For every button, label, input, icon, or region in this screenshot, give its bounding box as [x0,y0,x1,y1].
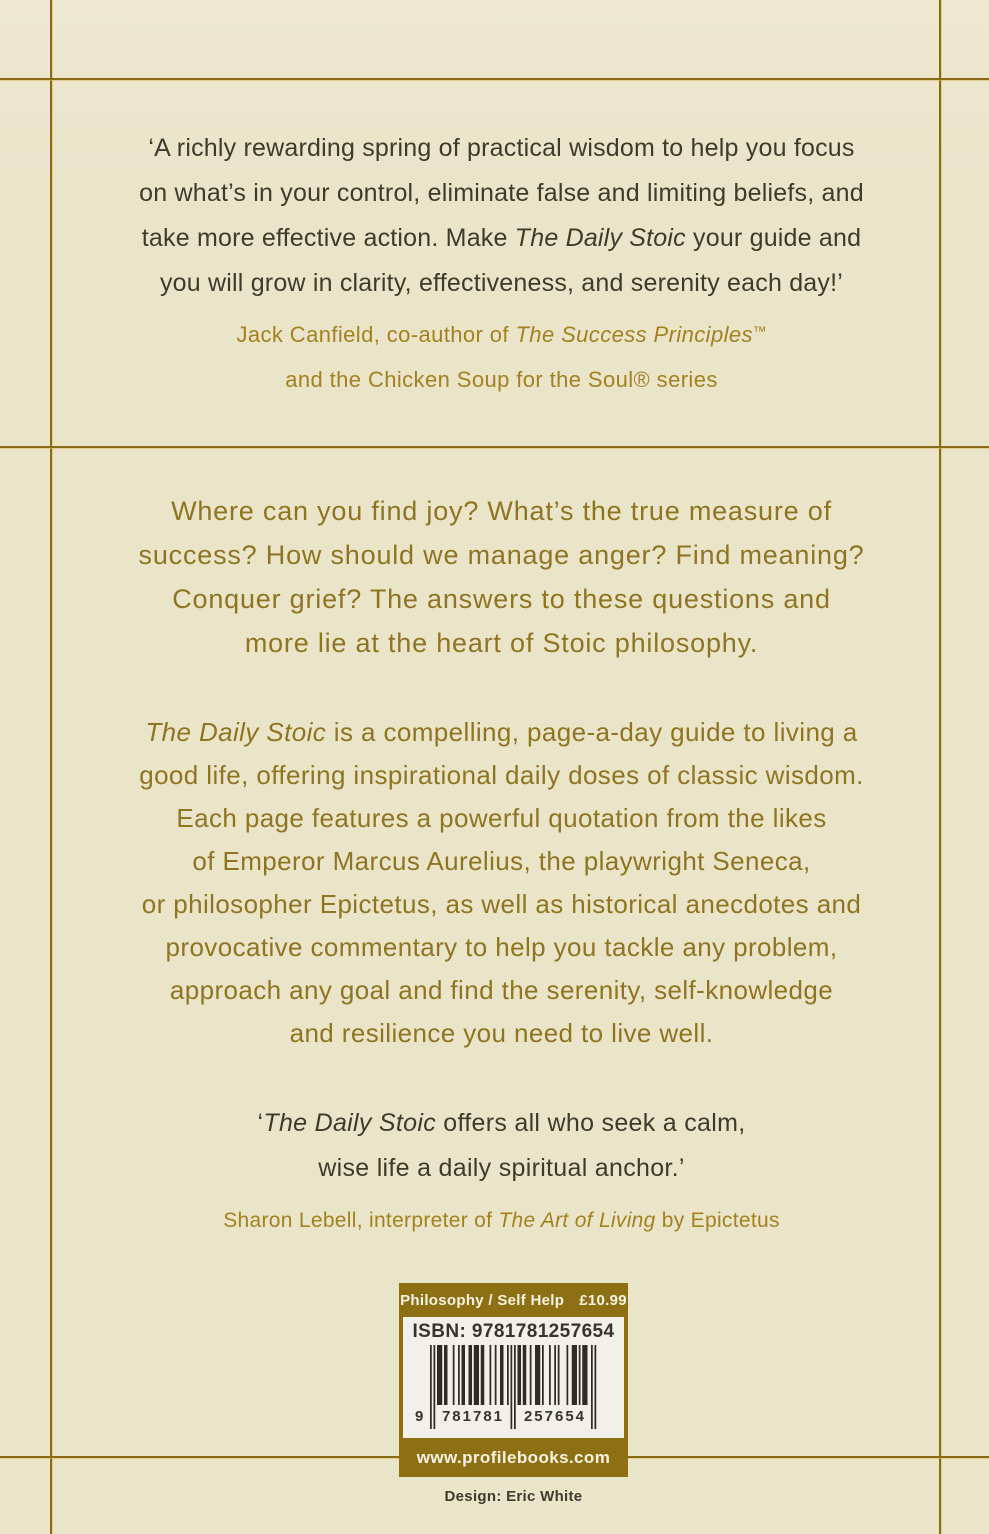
description-line: Each page features a powerful quotation from the likes [176,803,827,833]
endorsement-attribution-line: Jack Canfield, co-author of The Success Principles™ [236,322,767,348]
ean-digit-lead: 9 [415,1408,424,1425]
ean-digit-group1: 781781 [438,1407,508,1427]
description-line: good life, offering inspirational daily doses of classic wisdom. [139,760,864,790]
description-line: of Emperor Marcus Aurelius, the playwright Seneca, [192,846,811,876]
grid-line-horizontal-middle [0,446,989,448]
book-title-italic: The Daily Stoic [145,717,327,747]
second-quote-line: ‘The Daily Stoic offers all who seek a calm, [257,1109,746,1137]
grid-line-horizontal-top [0,78,989,80]
cited-work-italic: The Art of Living [498,1209,656,1232]
questions-line: success? How should we manage anger? Find meaning? [138,540,865,570]
barcode-white-box [403,1317,624,1438]
isbn-label: ISBN: 9781781257654 [412,1321,615,1342]
second-quote-attribution [68,1207,935,1235]
second-quote [68,1101,935,1191]
grid-line-vertical-left [50,0,52,1534]
category-label: Philosophy / Self Help [400,1291,565,1309]
endorsement-quote-line: you will grow in clarity, effectiveness, and serenity each day!’ [159,269,844,297]
category-price-band [399,1283,628,1317]
barcode-bars [415,1345,597,1431]
book-title-italic: The Daily Stoic [263,1109,436,1137]
endorsement-quote-line: take more effective action. Make The Daily Stoic your guide and [141,224,862,252]
endorsement-quote-line: on what’s in your control, eliminate false and limiting beliefs, and [139,179,864,207]
ean-digit-group2: 257654 [520,1407,590,1427]
description-line: The Daily Stoic is a compelling, page-a-day guide to living a [145,717,858,747]
endorsement-quote-line: ‘A richly rewarding spring of practical wisdom to help you focus [148,134,855,162]
publisher-website: www.profilebooks.com [416,1447,611,1467]
description-line: and resilience you need to live well. [289,1018,714,1048]
second-quote-attribution-line: Sharon Lebell, interpreter of The Art of Living by Epictetus [223,1209,780,1232]
barcode-panel [399,1283,628,1477]
description-line: approach any goal and find the serenity, self-knowledge [169,975,834,1005]
second-quote-line: wise life a daily spiritual anchor.’ [318,1154,685,1182]
publisher-website-band [399,1438,628,1477]
questions-block [68,489,935,665]
book-title-italic: The Daily Stoic [514,224,686,252]
description-line: or philosopher Epictetus, as well as historical anecdotes and [141,889,862,919]
questions-line: Conquer grief? The answers to these questions and [172,584,831,614]
endorsement-attribution [68,309,935,402]
endorsement-attribution-line: and the Chicken Soup for the Soul® series [285,367,718,393]
questions-line: more lie at the heart of Stoic philosophy. [244,628,759,658]
cited-work-italic: The Success Principles [515,322,753,348]
trademark-symbol: ™ [752,324,767,339]
endorsement-quote [68,126,935,306]
description-block [68,711,935,1055]
questions-line: Where can you find joy? What’s the true measure of [171,496,832,526]
price-label: £10.99 [579,1291,627,1309]
design-credit: Design: Eric White [444,1488,583,1505]
description-line: provocative commentary to help you tackle any problem, [165,932,838,962]
grid-line-vertical-right [939,0,941,1534]
